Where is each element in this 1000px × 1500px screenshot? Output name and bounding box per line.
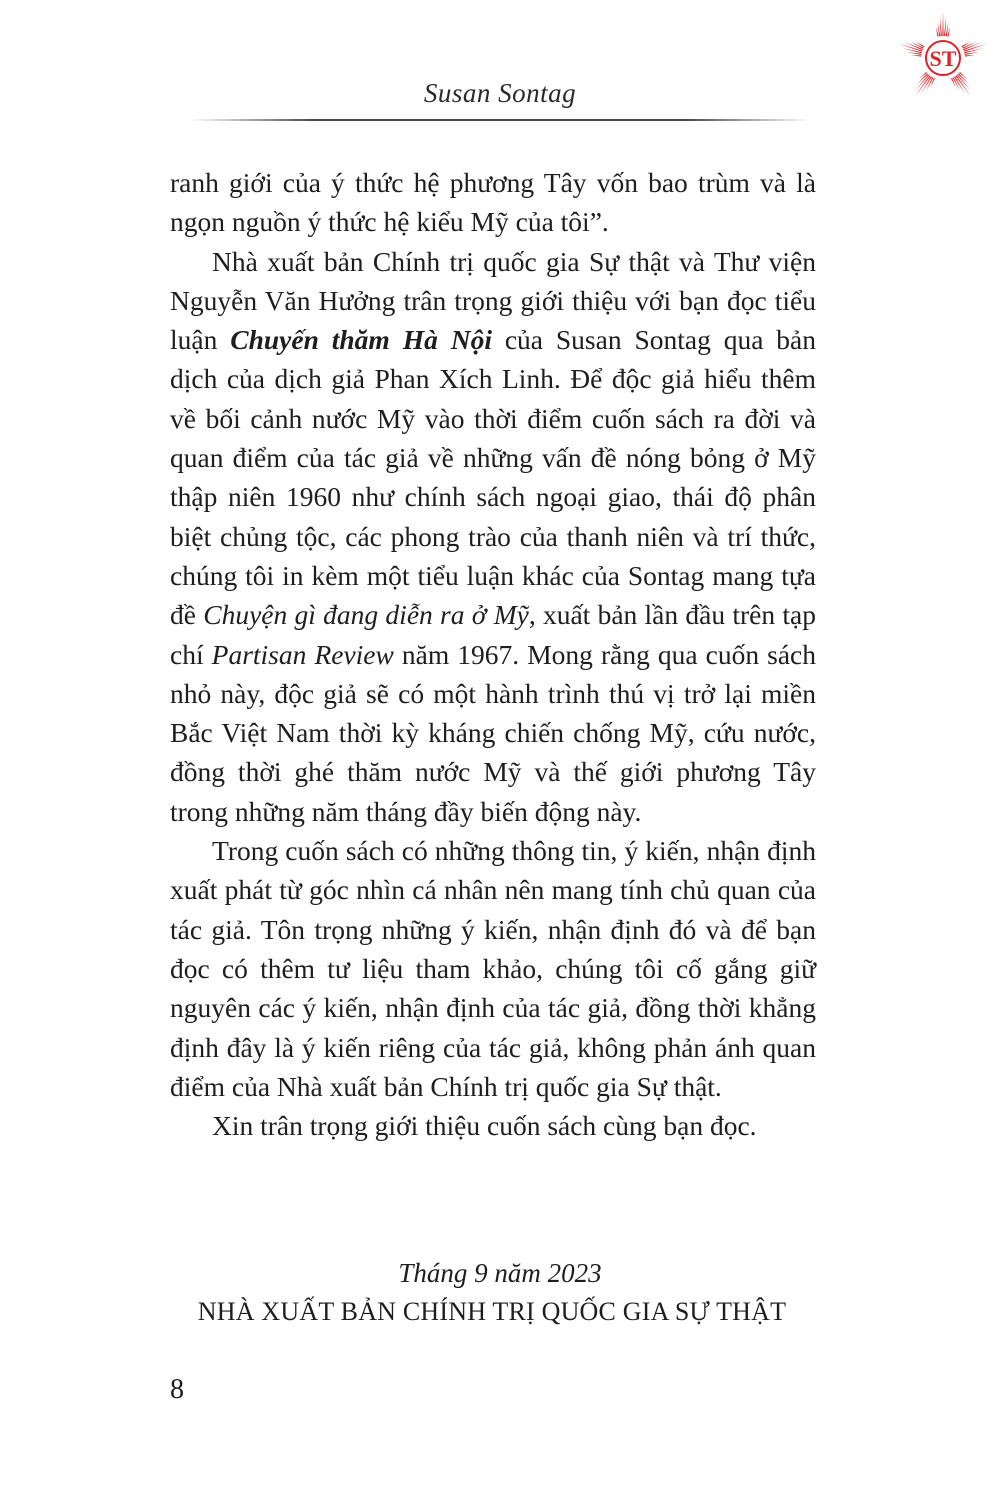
paragraph-3: Trong cuốn sách có những thông tin, ý kiến, nhận định xuất phát từ góc nhìn cá nhân nên mang tính chủ quan của tác giả. Tôn trọng những ý kiến, nhận định đó và để bạn đọc có thêm tư liệu tham khảo, chúng tôi cố gắng giữ nguyên các ý kiến, nhận định của tác giả, đồng thời khẳng định đây là ý kiến riêng của tác giả, không phản ánh quan điểm của Nhà xuất bản Chính trị quốc gia Sự thật. [170, 835, 816, 1102]
book-title: Chuyến thăm Hà Nội [230, 324, 492, 356]
header-rule [190, 119, 810, 121]
journal-title: Partisan Review [211, 638, 394, 670]
running-title: Susan Sontag [423, 78, 577, 108]
page-number: 8 [170, 1374, 184, 1405]
signature-publisher: NHÀ XUẤT BẢN CHÍNH TRỊ QUỐC GIA SỰ THẬT [197, 1297, 787, 1326]
paragraph-4: Xin trân trọng giới thiệu cuốn sách cùng bạn đọc. [212, 1110, 757, 1142]
paragraph-2: Nhà xuất bản Chính trị quốc gia Sự thật và Thư viện Nguyễn Văn Hưởng trân trọng giới thiệu với bạn đọc tiểu luận Chuyến thăm Hà Nội của Susan Sontag qua bản dịch của dịch giả Phan Xích Linh. Để độc giả hiểu thêm về bối cảnh nước Mỹ vào thời điểm cuốn sách ra đời và quan điểm của tác giả về những vấn đề nóng bỏng ở Mỹ thập niên 1960 như chính sách ngoại giao, thái độ phân biệt chủng tộc, các phong trào của thanh niên và trí thức, chúng tôi in kèm một tiểu luận khác của Sontag mang tựa đề Chuyện gì đang diễn ra ở Mỹ, xuất bản lần đầu trên tạp chí Partisan Review năm 1967. Mong rằng qua cuốn sách nhỏ này, độc giả sẽ có một hành trình thú vị trở lại miền Bắc Việt Nam thời kỳ kháng chiến chống Mỹ, cứu nước, đồng thời ghé thăm nước Mỹ và thế giới phương Tây trong những năm tháng đầy biến động này. [170, 245, 817, 827]
logo-monogram: ST [929, 46, 957, 71]
signature-date: Tháng 9 năm 2023 [398, 1258, 602, 1288]
body-text [170, 163, 816, 1145]
paragraph-1: ranh giới của ý thức hệ phương Tây vốn bao trùm và là ngọn nguồn ý thức hệ kiểu Mỹ của tôi”. [170, 167, 816, 238]
essay-title: Chuyện gì đang diễn ra ở Mỹ [203, 599, 529, 631]
